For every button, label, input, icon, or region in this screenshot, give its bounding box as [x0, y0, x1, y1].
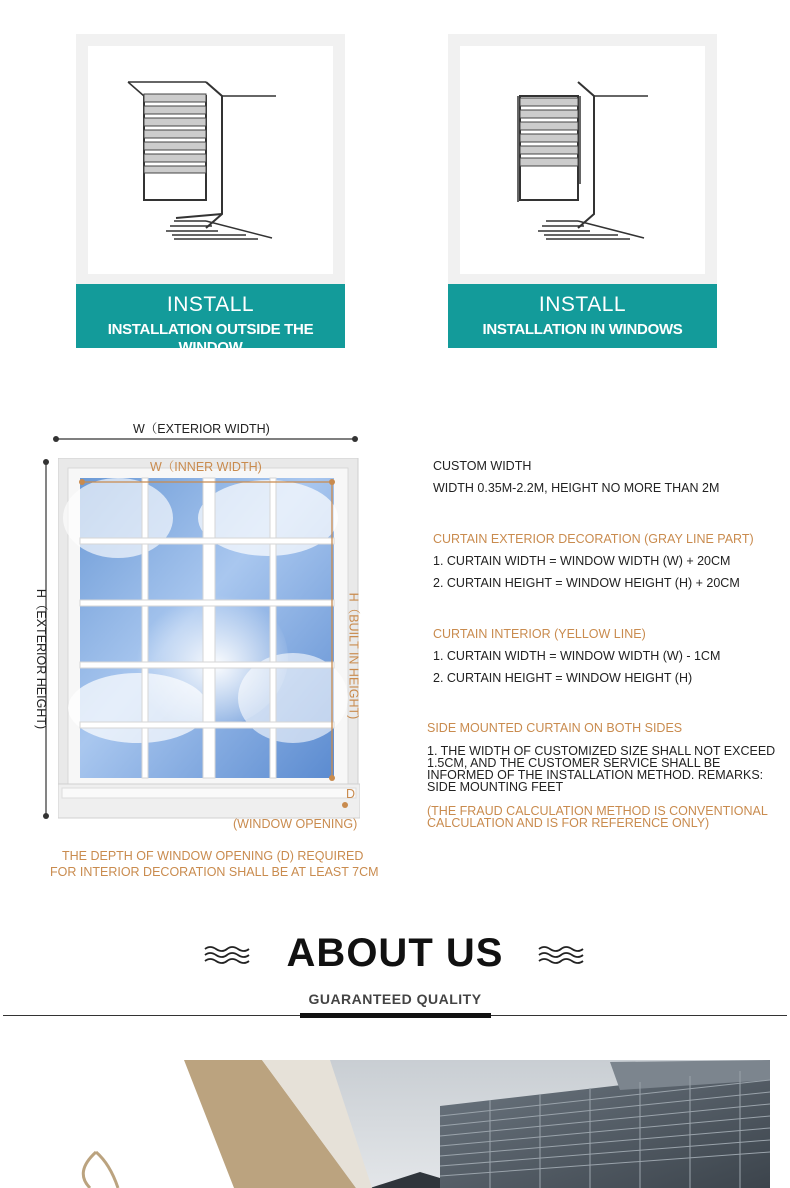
inner-width-label: W（INNER WIDTH) — [150, 460, 262, 474]
install-subtitle: INSTALLATION IN WINDOWS — [482, 321, 683, 338]
install-banner-outside — [76, 284, 345, 356]
depth-note-line1: THE DEPTH OF WINDOW OPENING (D) REQUIRED — [62, 849, 364, 863]
install-title: INSTALL — [166, 293, 255, 316]
built-in-height-label: H（BUILT IN HEIGHT) — [346, 592, 361, 720]
install-card-outside — [76, 34, 345, 286]
side-mounted-text: 1. THE WIDTH OF CUSTOMIZED SIZE SHALL NOT EXCEED 1.5CM, AND THE CUSTOMER SERVICE SHALL BE INFORMED OF THE INSTALLATION METHOD. REMARKS: SIDE MOUNTING FEET — [427, 744, 776, 794]
interior-item-2: 2. CURTAIN HEIGHT = WINDOW HEIGHT (H) — [433, 671, 693, 685]
blind-outside-window-icon — [76, 34, 345, 286]
install-subtitle: INSTALLATION OUTSIDE THE WINDOW — [107, 321, 314, 356]
custom-width-text: WIDTH 0.35M-2.2M, HEIGHT NO MORE THAN 2M — [433, 481, 720, 495]
exterior-width-label: W（EXTERIOR WIDTH) — [133, 422, 270, 436]
blind-inside-window-icon — [448, 34, 717, 286]
custom-width-title: CUSTOM WIDTH — [433, 459, 532, 473]
interior-title: CURTAIN INTERIOR (YELLOW LINE) — [433, 627, 646, 641]
fraud-note: (THE FRAUD CALCULATION METHOD IS CONVENTIONAL CALCULATION AND IS FOR REFERENCE ONLY) — [427, 804, 768, 830]
exterior-height-label: H（EXTERIOR HEIGHT) — [34, 588, 49, 730]
wave-right-icon — [538, 945, 584, 965]
about-us-title: ABOUT US — [286, 931, 504, 975]
subtitle-underline — [300, 1013, 491, 1018]
exterior-item-2: 2. CURTAIN HEIGHT = WINDOW HEIGHT (H) + 20CM — [433, 576, 740, 590]
exterior-item-1: 1. CURTAIN WIDTH = WINDOW WIDTH (W) + 20CM — [433, 554, 731, 568]
interior-item-1: 1. CURTAIN WIDTH = WINDOW WIDTH (W) - 1CM — [433, 649, 721, 663]
exterior-title: CURTAIN EXTERIOR DECORATION (GRAY LINE PART) — [433, 532, 754, 546]
guaranteed-quality-subtitle: GUARANTEED QUALITY — [308, 991, 482, 1007]
depth-note-line2: FOR INTERIOR DECORATION SHALL BE AT LEAST 7CM — [50, 865, 379, 879]
side-mounted-title: SIDE MOUNTED CURTAIN ON BOTH SIDES — [427, 721, 683, 735]
window-opening-label: (WINDOW OPENING) — [233, 817, 358, 831]
window-illustration — [58, 458, 360, 822]
building-photo — [0, 1060, 790, 1188]
install-card-inside — [448, 34, 717, 286]
install-title: INSTALL — [538, 293, 627, 316]
exterior-width-arrow — [50, 432, 362, 446]
install-banner-inside — [448, 284, 717, 348]
depth-letter: D — [346, 787, 356, 801]
